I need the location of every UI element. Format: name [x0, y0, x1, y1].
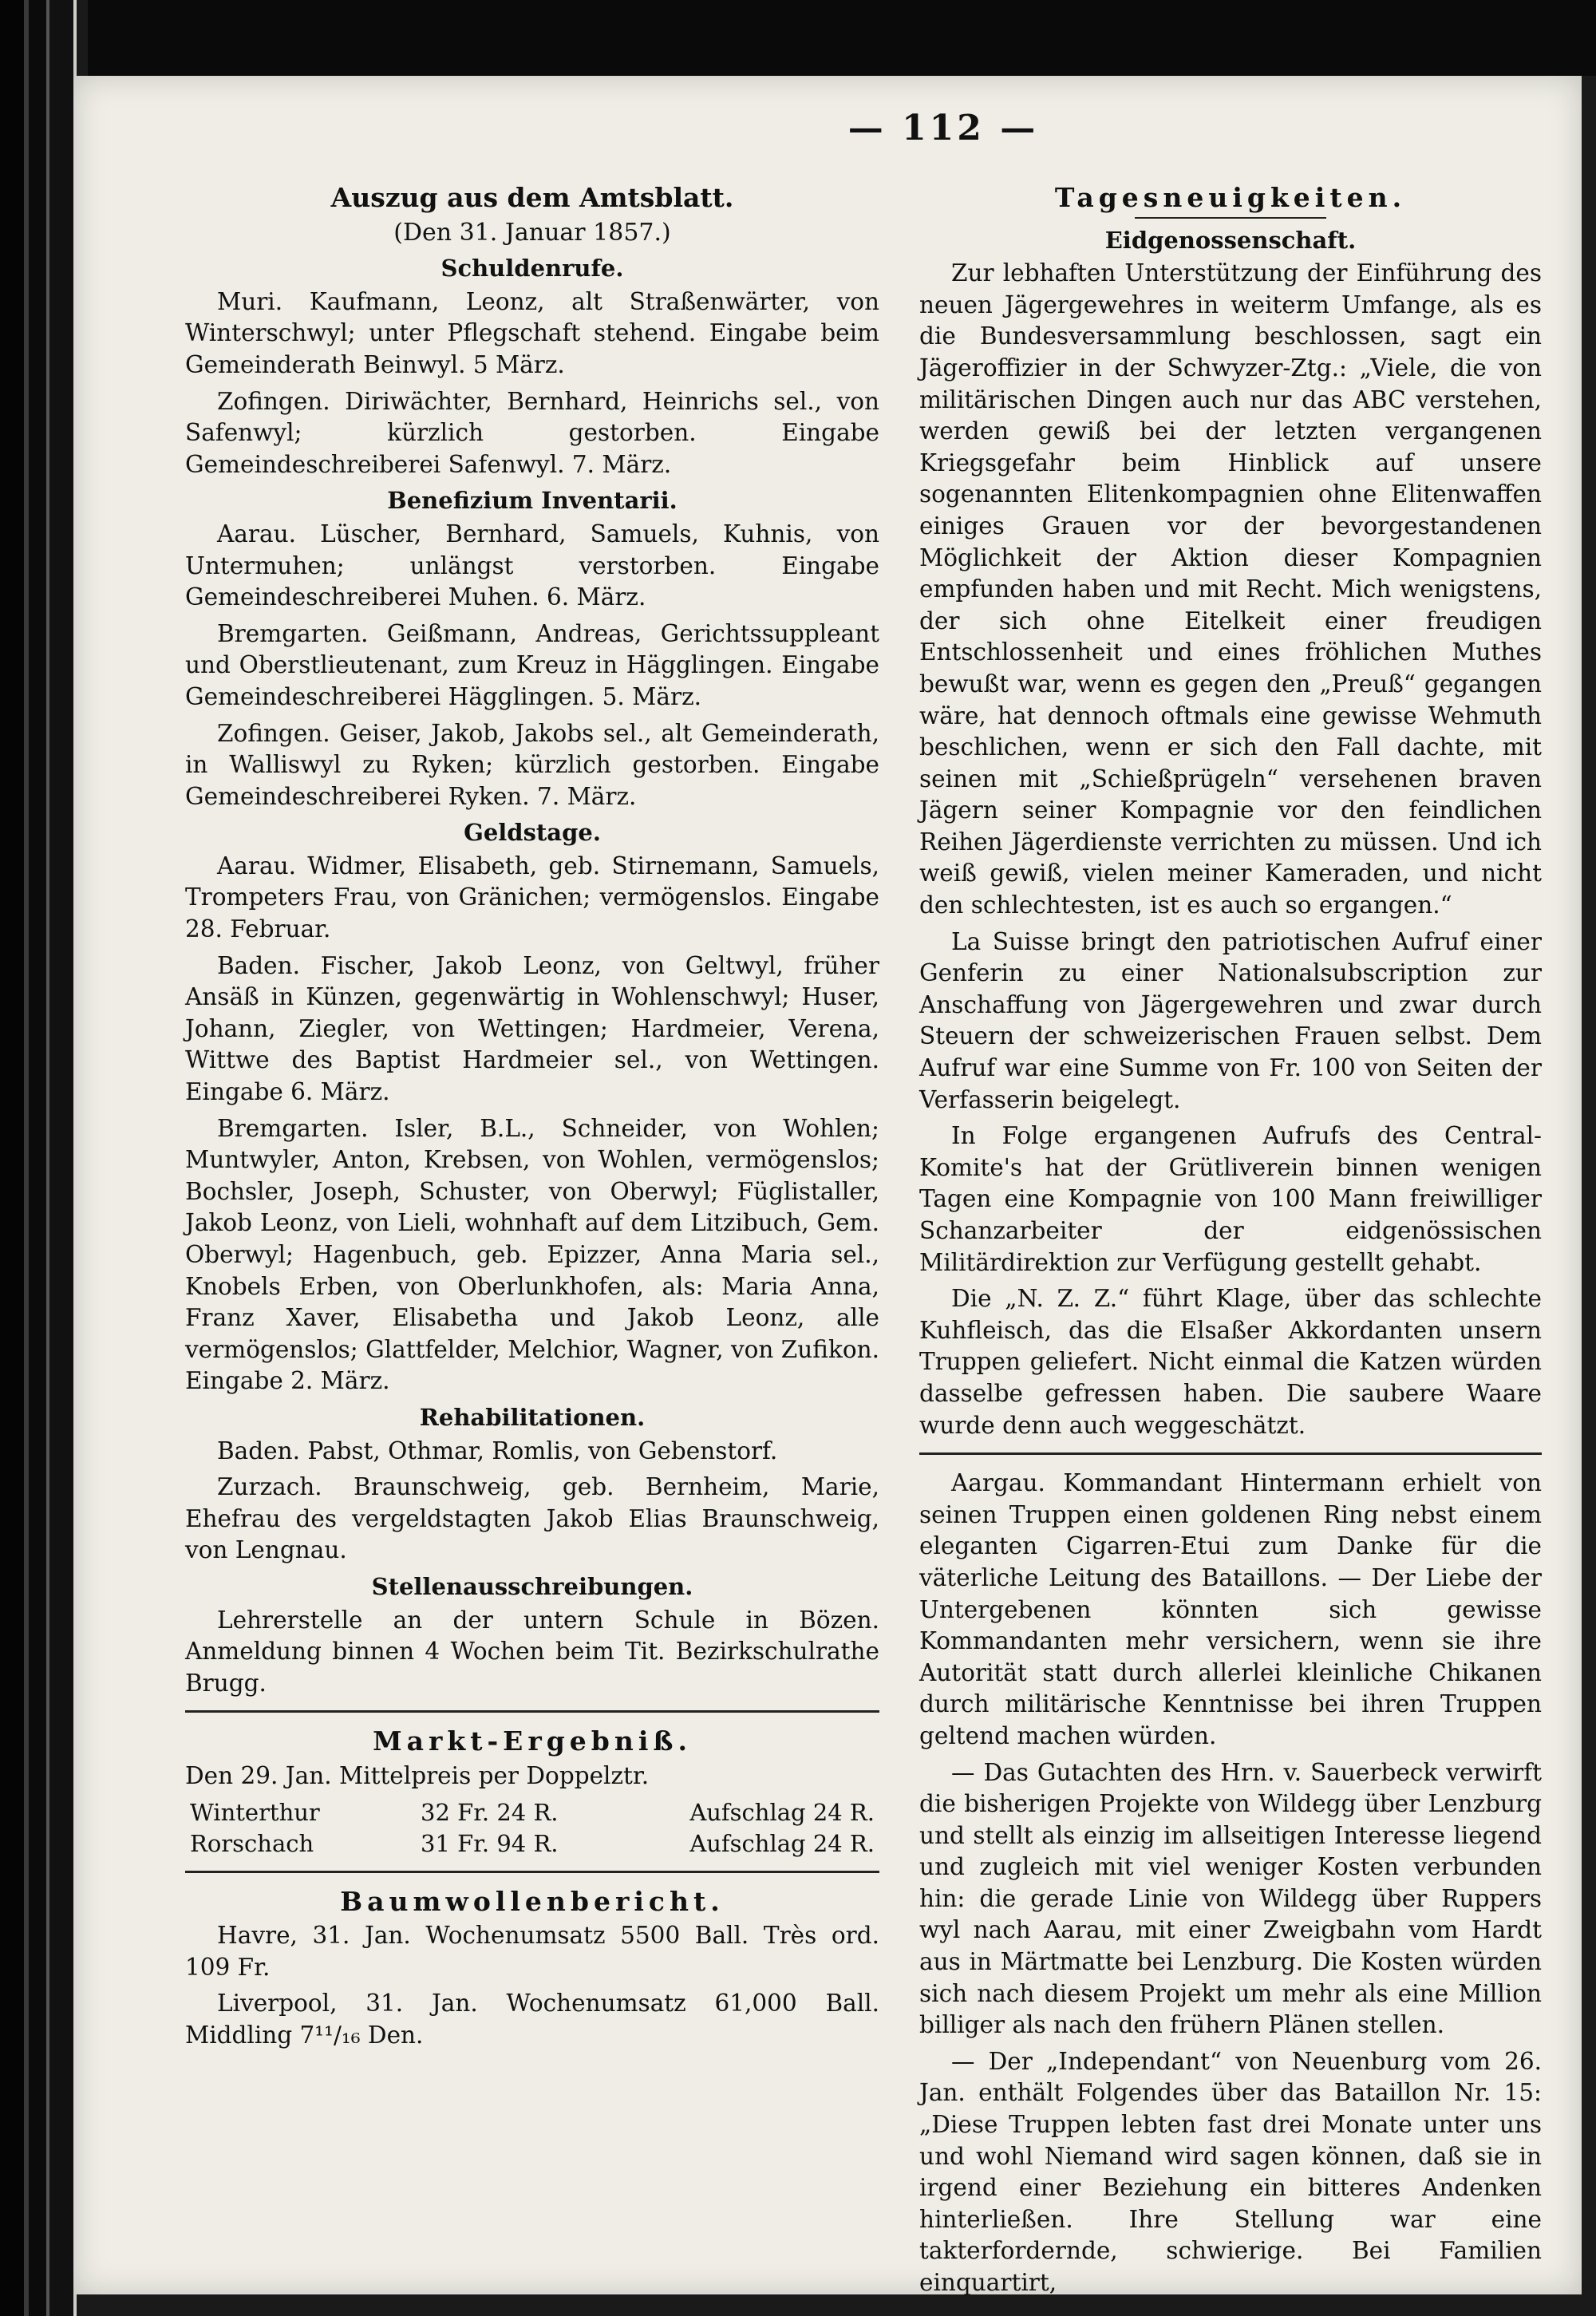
notice-entry: Bremgarten. Isler, B.L., Schneider, von Wohlen; Muntwyler, Anton, Krebsen, von Wohlen, vermögenslos; Bochsler, Joseph, Schuster, von Oberwyl; Füglistaller, Jakob Leonz, von Lieli, wohnhaft auf dem Litzibuch, Gem. Oberwyl; Hagenbuch, geb. Epizzer, Anna Maria sel., Knobels Erben, von Oberlunkhofen, als: Maria Anna, Franz Xaver, Elisabetha und Jakob Leonz, alle vermögenslos; Glattfelder, Melchior, Wagner, von Zufikon. Eingabe 2. März.: [185, 1114, 879, 1395]
section-heading: Rehabilitationen.: [419, 1403, 646, 1431]
news-paragraph: Die „N. Z. Z.“ führt Klage, über das schlechte Kuhfleisch, das die Elsaßer Akkordanten unsern Truppen geliefert. Nicht einmal die Katzen würden dasselbe gefressen haben. Die saubere Waare wurde denn auch weggeschätzt.: [919, 1285, 1542, 1439]
notice-entry: Zofingen. Geiser, Jakob, Jakobs sel., alt Gemeinderath, in Walliswyl zu Ryken; kürzlich gestorben. Eingabe Gemeindeschreiberei Ryken. 7. März.: [185, 719, 879, 810]
notice-entry: Lehrerstelle an der untern Schule in Bözen. Anmeldung binnen 4 Wochen beim Tit. Bezirkschulrathe Brugg.: [185, 1606, 879, 1697]
news-title: Tagesneuigkeiten.: [1054, 182, 1407, 213]
section-heading: Benefizium Inventarii.: [387, 487, 678, 515]
news-paragraph: In Folge ergangenen Aufrufs des Central-Komite's hat der Grütliverein binnen wenigen Tagen eine Kompagnie von 100 Mann freiwilliger Schanzarbeiter der eidgenössischen Militärdirektion zur Verfügung gestellt gehabt.: [919, 1122, 1542, 1276]
notice-entry: Aarau. Lüscher, Bernhard, Samuels, Kuhnis, von Untermuhen; unlängst verstorben. Eingabe Gemeindeschreiberei Muhen. 6. März.: [185, 520, 879, 611]
right-column: [919, 176, 1542, 2304]
market-place: Rorschach: [190, 1829, 314, 1857]
notice-entry: Baden. Fischer, Jakob Leonz, von Geltwyl, früher Ansäß in Künzen, gegenwärtig in Wohlenschwyl; Huser, Johann, Ziegler, von Wettingen; Hardmeier, Verena, Wittwe des Baptist Hardmeier sel., von Wettingen. Eingabe 6. März.: [185, 951, 879, 1106]
market-intro: Den 29. Jan. Mittelpreis per Doppelztr.: [185, 1761, 650, 1789]
cotton-entry: Liverpool, 31. Jan. Wochenumsatz 61,000 Ball. Middling 7¹¹/₁₆ Den.: [185, 1990, 879, 2049]
section-heading: Stellenausschreibungen.: [371, 1572, 693, 1600]
left-column: [185, 176, 879, 2056]
divider: [919, 1452, 1542, 1455]
news-paragraph: La Suisse bringt den patriotischen Aufruf einer Genferin zu einer Nationalsubscription zur Anschaffung von Jägergewehren und zwar durch Steuern der schweizerischen Frauen selbst. Dem Aufruf war eine Summe von Fr. 100 von Seiten der Verfasserin beigelegt.: [919, 927, 1542, 1113]
market-price: 32 Fr. 24 R.: [421, 1798, 559, 1826]
market-row: [185, 1797, 879, 1828]
divider: [185, 1871, 879, 1873]
scan-top-edge: [0, 0, 1596, 76]
market-price: 31 Fr. 94 R.: [421, 1829, 559, 1857]
section-heading: Geldstage.: [464, 819, 601, 847]
divider: [1135, 217, 1326, 219]
cotton-entry: Havre, 31. Jan. Wochenumsatz 5500 Ball. Très ord. 109 Fr.: [185, 1922, 879, 1981]
divider: [185, 1710, 879, 1713]
market-change: Aufschlag 24 R.: [689, 1829, 875, 1857]
market-place: Winterthur: [190, 1798, 320, 1826]
market-row: [185, 1828, 879, 1860]
amtsblatt-title: Auszug aus dem Amtsblatt.: [330, 182, 734, 213]
amtsblatt-date: (Den 31. Januar 1857.): [393, 218, 671, 247]
notice-entry: Zurzach. Braunschweig, geb. Bernheim, Marie, Ehefrau des vergeldstagten Jakob Elias Braunschweig, von Lengnau.: [185, 1473, 879, 1564]
news-paragraph: Zur lebhaften Unterstützung der Einführung des neuen Jägergewehres in weiterm Umfange, als es die Bundesversammlung beschlossen, sagt ein Jägeroffizier in der Schwyzer-Ztg.: „Viele, die von militärischen Dingen auch nur das ABC verstehen, werden gewiß bei der letzten vergangenen Kriegsgefahr beim Hinblick auf unsere sogenannten Elitenkompagnien ohne Elitenwaffen einiges Grauen vor der bevorgestandenen Möglichkeit der Aktion dieser Kompagnien empfunden haben und mit Recht. Mich wenigstens, der sich ohne Eitelkeit einer freudigen Entschlossenheit und eines fröhlichen Muthes bewußt war, wenn es gegen den „Preuß“ gegangen wäre, hat dennoch oftmals eine gewisse Wehmuth beschlichen, wenn er sich den Fall dachte, mit seinen mit „Schießprügeln“ versehenen braven Jägern seiner Kompagnie vor den feindlichen Reihen Jägerdienste verrichten zu müssen. Und ich weiß gewiß, vielen meiner Kameraden, und nicht den schlechtesten, ist es auch so ergangen.“: [919, 259, 1542, 919]
news-paragraph: — Der „Independant“ von Neuenburg vom 26. Jan. enthält Folgendes über das Bataillon Nr. 15: „Diese Truppen lebten fast drei Monate unter uns und wohl Niemand wird sagen können, daß sie in irgend einer Beziehung ein bitteres Andenken hinterließen. Ihre Stellung war eine takterfordernde, schwierige. Bei Familien einquartirt,: [919, 2047, 1542, 2296]
news-subtitle: Eidgenossenschaft.: [1104, 226, 1357, 254]
news-paragraph: — Das Gutachten des Hrn. v. Sauerbeck verwirft die bisherigen Projekte von Wildegg über Lenzburg und stellt als einzig im allseitigen Interesse liegend und zugleich mit viel weniger Kosten verbunden hin: die gerade Linie von Wildegg über Ruppers wyl nach Aarau, mit einer Zweigbahn vom Hardt aus in Märtmatte bei Lenzburg. Die Kosten würden sich nach diesem Projekt um mehr als eine Million billiger als nach den frühern Plänen stellen.: [919, 1758, 1542, 2039]
cotton-title: Baumwollenbericht.: [340, 1885, 725, 1917]
market-title: Markt-Ergebniß.: [373, 1725, 692, 1757]
news-paragraph: Aargau. Kommandant Hintermann erhielt von seinen Truppen einen goldenen Ring nebst einem eleganten Cigarren-Etui zum Danke für die väterliche Leitung des Bataillons. — Der Liebe der Untergebenen könnten sich gewisse Kommandanten mehr versichern, wenn sie ihre Autorität statt durch allerlei kleinliche Chikanen durch militärische Kenntnisse bei ihren Truppen geltend machen würden.: [919, 1469, 1542, 1749]
notice-entry: Bremgarten. Geißmann, Andreas, Gerichtssuppleant und Oberstlieutenant, zum Kreuz in Hägglingen. Eingabe Gemeindeschreiberei Hägglingen. 5. März.: [185, 619, 879, 710]
notice-entry: Aarau. Widmer, Elisabeth, geb. Stirnemann, Samuels, Trompeters Frau, von Gränichen; vermögenslos. Eingabe 28. Februar.: [185, 852, 879, 943]
page-number: — 112 —: [847, 108, 1039, 148]
notice-entry: Zofingen. Diriwächter, Bernhard, Heinrichs sel., von Safenwyl; kürzlich gestorben. Eingabe Gemeindeschreiberei Safenwyl. 7. März.: [185, 387, 879, 478]
newspaper-page: [73, 76, 1582, 2294]
notice-entry: Muri. Kaufmann, Leonz, alt Straßenwärter, von Winterschwyl; unter Pflegschaft stehend. Eingabe beim Gemeinderath Beinwyl. 5 März.: [185, 287, 879, 378]
market-change: Aufschlag 24 R.: [689, 1798, 875, 1826]
notice-entry: Baden. Pabst, Othmar, Romlis, von Gebenstorf.: [217, 1437, 778, 1464]
section-heading: Schuldenrufe.: [440, 255, 624, 283]
